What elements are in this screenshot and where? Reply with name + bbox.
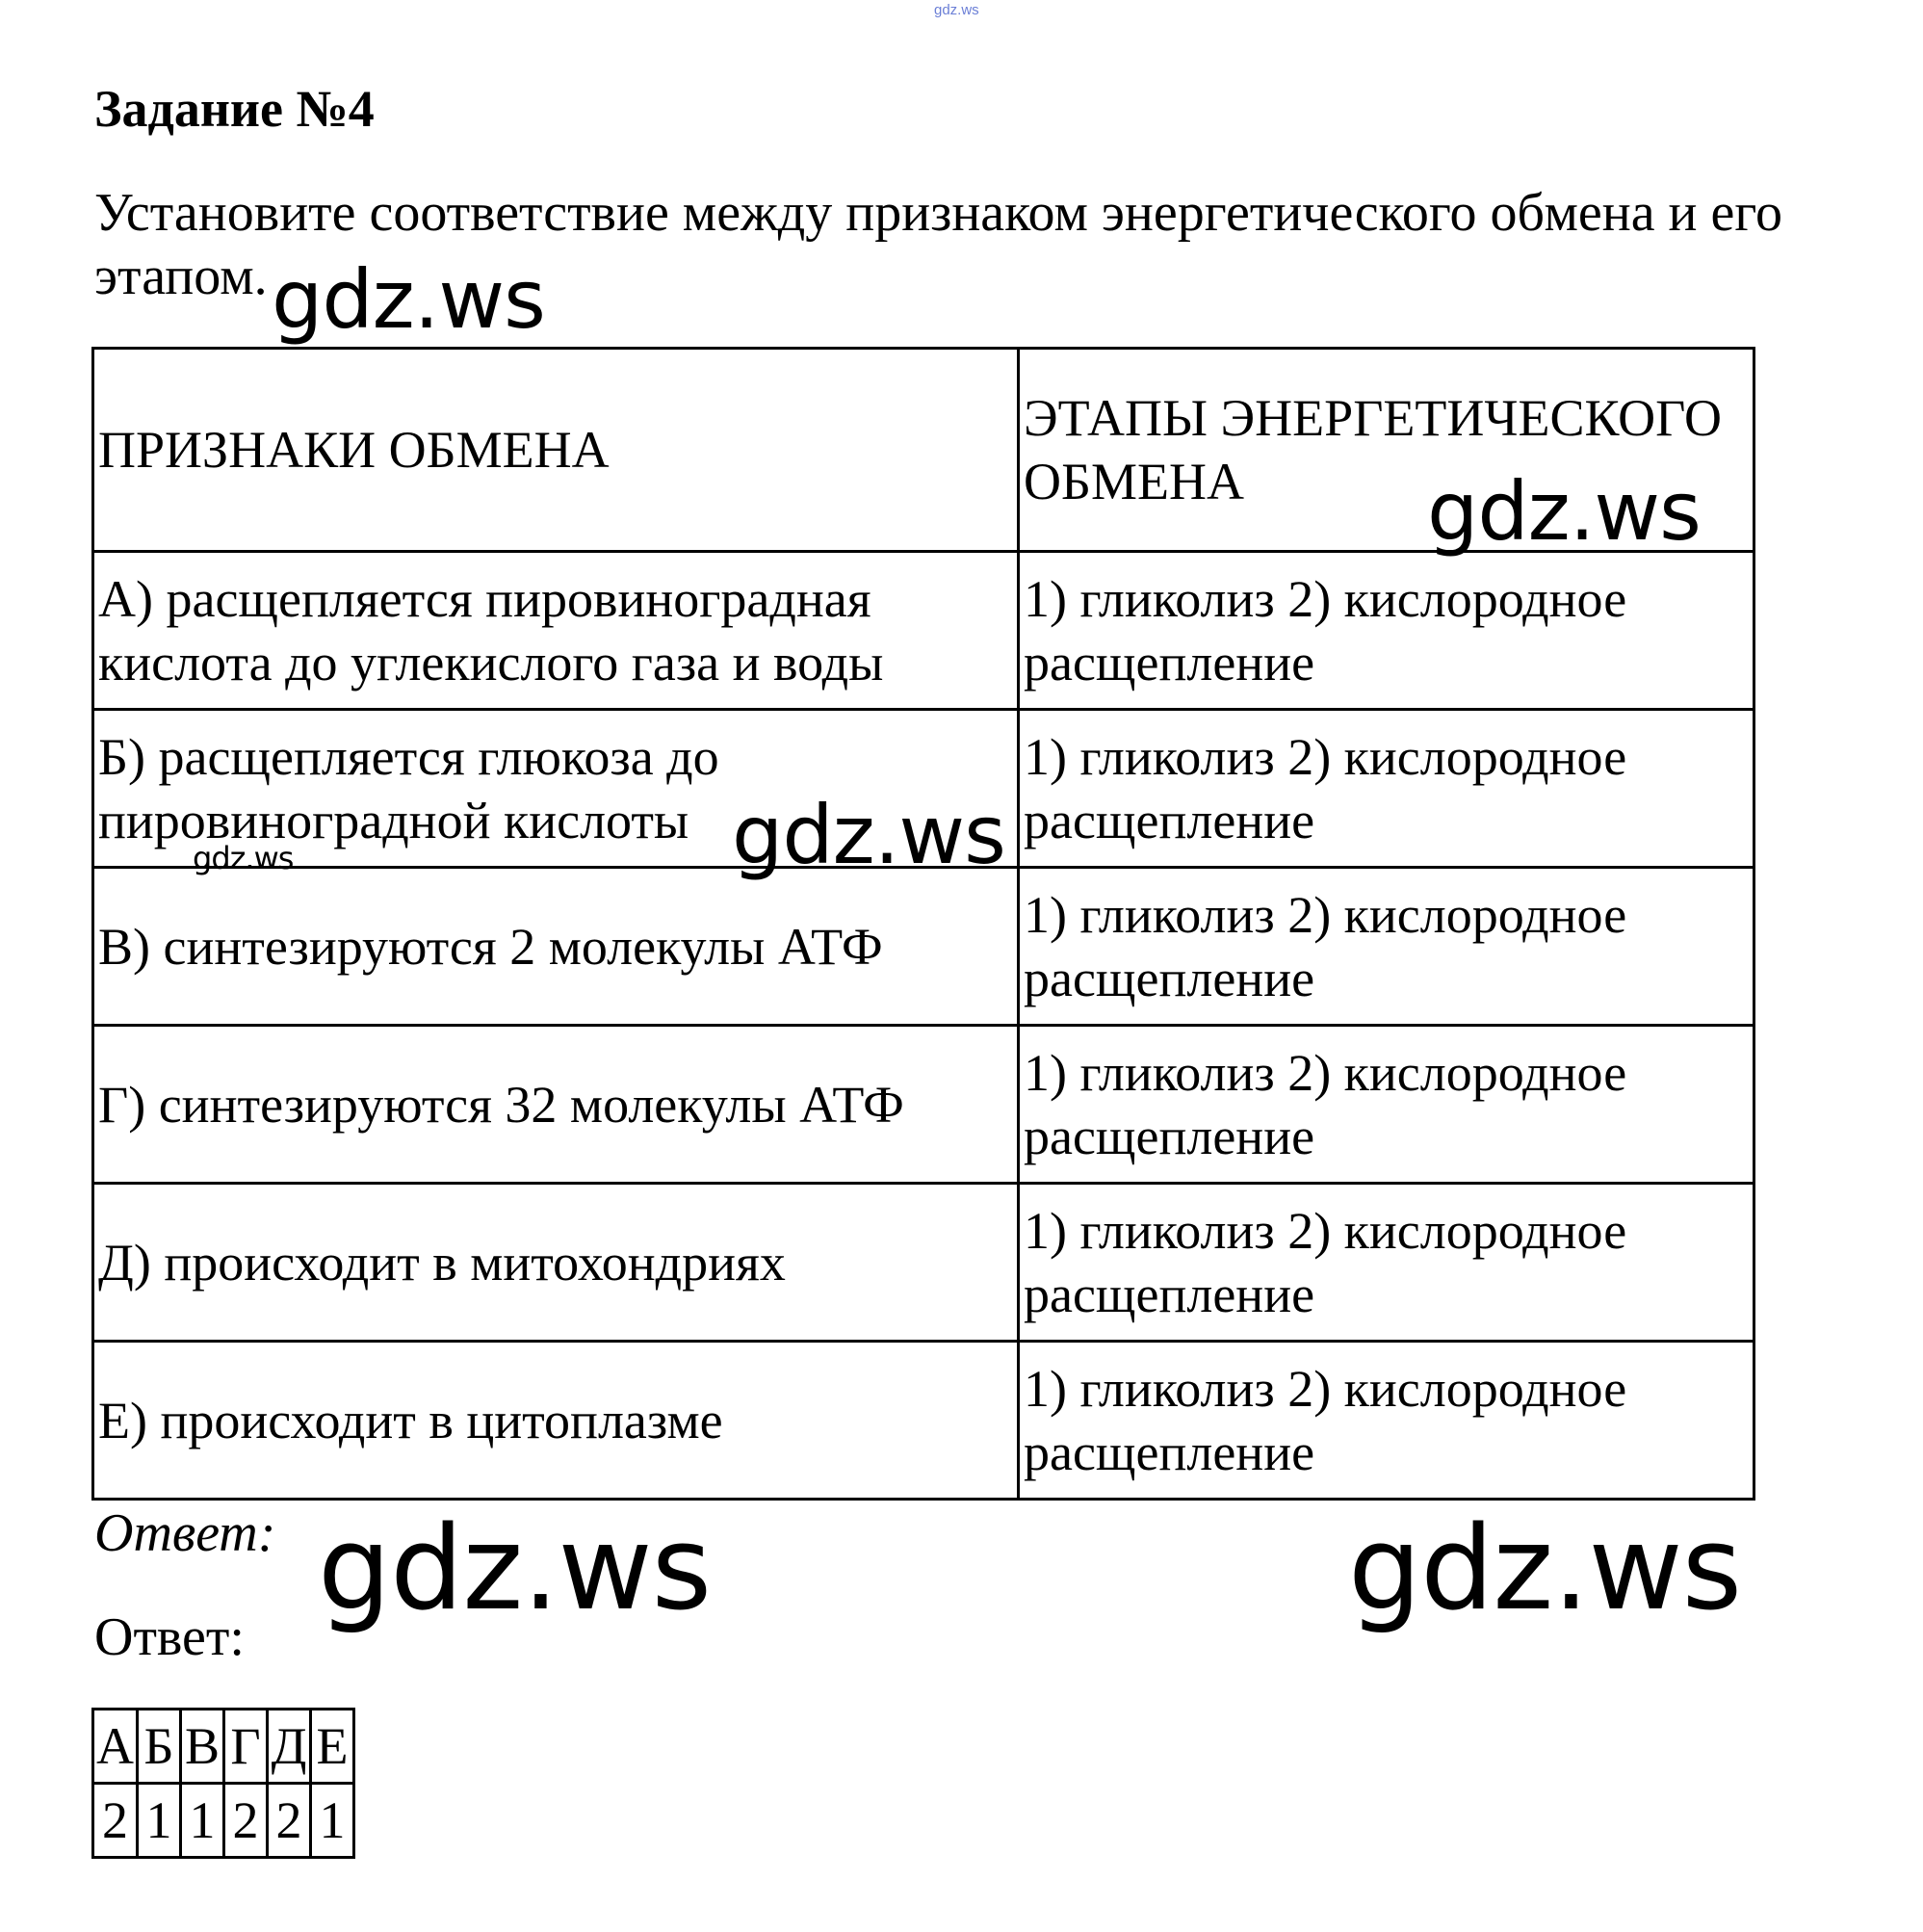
stages-cell: 1) гликолиз 2) кислородное расщепление xyxy=(1019,868,1754,1026)
answer-label-italic: Ответ: xyxy=(94,1503,276,1563)
answer-digits-row xyxy=(93,1784,354,1858)
watermark: gdz.ws xyxy=(272,252,545,347)
answer-digit: 1 xyxy=(138,1784,181,1858)
feature-cell: Е) происходит в цитоплазме xyxy=(93,1342,1019,1500)
feature-cell: В) синтезируются 2 молекулы АТФ xyxy=(93,868,1019,1026)
table-row xyxy=(93,1342,1754,1500)
answer-table xyxy=(91,1708,355,1859)
answer-letter: Д xyxy=(268,1710,311,1784)
table-row xyxy=(93,868,1754,1026)
answer-digit: 1 xyxy=(181,1784,224,1858)
task-instruction: Установите соответствие между признаком энергетического обмена и его этапом. xyxy=(94,183,1782,306)
answer-label: Ответ: xyxy=(94,1607,245,1667)
feature-cell: А) расщепляется пировиноградная кислота до углекислого газа и воды xyxy=(93,552,1019,710)
task-title: Задание №4 xyxy=(94,80,375,138)
table-row xyxy=(93,552,1754,710)
watermark: gdz.ws xyxy=(732,788,1005,882)
header-features: ПРИЗНАКИ ОБМЕНА xyxy=(93,349,1019,552)
answer-letter: Е xyxy=(311,1710,354,1784)
feature-cell: Г) синтезируются 32 молекулы АТФ xyxy=(93,1026,1019,1184)
answer-digit: 2 xyxy=(268,1784,311,1858)
stages-cell: 1) гликолиз 2) кислородное расщепление xyxy=(1019,710,1754,868)
watermark: gdz.ws xyxy=(1348,1502,1742,1636)
stages-cell: 1) гликолиз 2) кислородное расщепление xyxy=(1019,1184,1754,1342)
stages-cell: 1) гликолиз 2) кислородное расщепление xyxy=(1019,552,1754,710)
answer-letter: А xyxy=(93,1710,138,1784)
answer-letter: Б xyxy=(138,1710,181,1784)
answer-letter: В xyxy=(181,1710,224,1784)
feature-cell: Д) происходит в митохондриях xyxy=(93,1184,1019,1342)
stages-cell: 1) гликолиз 2) кислородное расщепление xyxy=(1019,1342,1754,1500)
answer-digit: 2 xyxy=(93,1784,138,1858)
table-row xyxy=(93,1184,1754,1342)
table-row xyxy=(93,1026,1754,1184)
watermark-top: gdz.ws xyxy=(934,2,979,18)
feature-cell: Б) расщепляется глюкоза до пировиноградной кислоты xyxy=(93,710,1019,868)
stages-cell: 1) гликолиз 2) кислородное расщепление xyxy=(1019,1026,1754,1184)
answer-digit: 1 xyxy=(311,1784,354,1858)
watermark: gdz.ws xyxy=(318,1502,712,1636)
answer-letter: Г xyxy=(224,1710,268,1784)
header-stages: ЭТАПЫ ЭНЕРГЕТИЧЕСКОГО ОБМЕНА xyxy=(1019,349,1754,552)
watermark-small: gdz.ws xyxy=(193,840,294,876)
answer-letters-row xyxy=(93,1710,354,1784)
answer-digit: 2 xyxy=(224,1784,268,1858)
watermark: gdz.ws xyxy=(1427,464,1701,559)
